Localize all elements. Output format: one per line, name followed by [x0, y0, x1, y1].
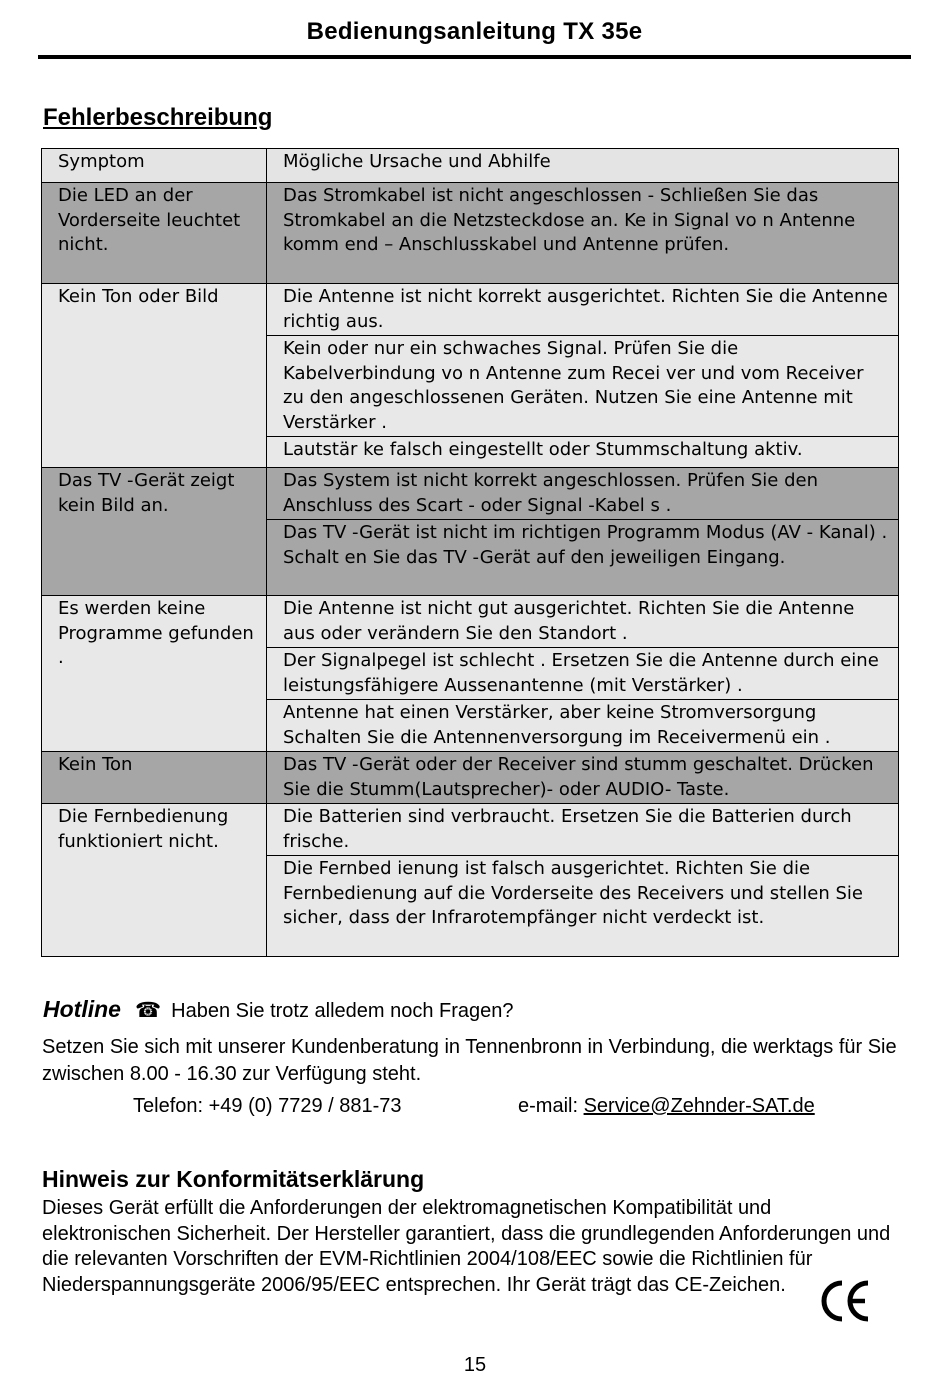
column-header-symptom: Symptom	[42, 149, 267, 183]
cause-cell: Das System ist nicht korrekt angeschlossen. Prüfen Sie den Anschluss des Scart - oder Signal -Kabel s .	[267, 468, 899, 520]
cause-cell: Kein oder nur ein schwaches Signal. Prüfen Sie die Kabelverbindung vo n Antenne zum Recei ver und vom Receiver zu den angeschlossenen Geräten. Nutzen Sie eine Antenne mit Verstärker .	[267, 336, 899, 437]
hotline-line	[43, 996, 514, 1023]
table-row	[42, 804, 899, 856]
cause-cell: Der Signalpegel ist schlecht . Ersetzen Sie die Antenne durch eine leistungsfähigere Aussenantenne (mit Verstärker) .	[267, 648, 899, 700]
hotline-question: Haben Sie trotz alledem noch Fragen?	[171, 1000, 514, 1022]
cause-cell: Die Batterien sind verbraucht. Ersetzen Sie die Batterien durch frische.	[267, 804, 899, 856]
symptom-cell: Es werden keine Programme gefunden .	[42, 596, 267, 752]
section-title: Fehlerbeschreibung	[43, 104, 273, 131]
email-line	[518, 1095, 815, 1118]
cause-cell: Antenne hat einen Verstärker, aber keine Stromversorgung Schalten Sie die Antennenversorgung im Receivermenü ein .	[267, 700, 899, 752]
hotline-text: Setzen Sie sich mit unserer Kundenberatung in Tennenbronn in Verbindung, die werktags für Sie zwischen 8.00 - 16.30 zur Verfügung steht.	[42, 1036, 897, 1085]
cause-cell: Die Fernbed ienung ist falsch ausgerichtet. Richten Sie die Fernbedienung auf die Vorderseite des Receivers und stellen Sie sicher, dass der Infrarotempfänger nicht verdeckt ist.	[267, 856, 899, 957]
cause-cell: Lautstär ke falsch eingestellt oder Stummschaltung aktiv.	[267, 437, 899, 468]
symptom-cell: Das TV -Gerät zeigt kein Bild an.	[42, 468, 267, 596]
column-header-cause: Mögliche Ursache und Abhilfe	[267, 149, 899, 183]
table-row	[42, 596, 899, 648]
cause-cell: Die Antenne ist nicht korrekt ausgerichtet. Richten Sie die Antenne richtig aus.	[267, 284, 899, 336]
table-header-row	[42, 149, 899, 183]
conformity-title: Hinweis zur Konformitätserklärung	[42, 1166, 425, 1192]
symptom-cell: Die LED an der Vorderseite leuchtet nicht.	[42, 183, 267, 284]
cause-cell: Das TV -Gerät oder der Receiver sind stumm geschaltet. Drücken Sie die Stumm(Lautsprecher)- oder AUDIO- Taste.	[267, 752, 899, 804]
page-header-title: Bedienungsanleitung TX 35e	[306, 18, 643, 45]
email-label: e-mail:	[518, 1095, 579, 1117]
conformity-text: Dieses Gerät erfüllt die Anforderungen der elektromagnetischen Kompatibilität und elektronischen Sicherheit. Der Hersteller garantiert, dass die grundlegenden Anforderungen und die relevanten Vorschriften der EVM-Richtlinien 2004/108/EEC sowie die Richtlinien für Niederspannungsgeräte 2006/95/EEC entsprechen. Ihr Gerät trägt das CE-Zeichen.	[42, 1197, 891, 1296]
cause-cell: Die Antenne ist nicht gut ausgerichtet. Richten Sie die Antenne aus oder verändern Sie den Standort .	[267, 596, 899, 648]
symptom-cell: Kein Ton oder Bild	[42, 284, 267, 468]
symptom-cell: Die Fernbedienung funktioniert nicht.	[42, 804, 267, 957]
ce-mark-icon	[818, 1276, 872, 1326]
fault-table	[41, 148, 899, 957]
header-rule	[38, 55, 911, 59]
telephone-icon: ☎	[134, 999, 162, 1022]
email-link[interactable]: Service@Zehnder-SAT.de	[583, 1095, 815, 1117]
table-row	[42, 183, 899, 284]
phone-number: Telefon: +49 (0) 7729 / 881-73	[133, 1095, 402, 1117]
cause-cell: Das TV -Gerät ist nicht im richtigen Programm Modus (AV - Kanal) . Schalt en Sie das TV -Gerät auf den jeweiligen Eingang.	[267, 520, 899, 596]
page-number: 15	[463, 1354, 487, 1376]
symptom-cell: Kein Ton	[42, 752, 267, 804]
table-row	[42, 468, 899, 520]
table-row	[42, 752, 899, 804]
table-row	[42, 284, 899, 336]
cause-cell: Das Stromkabel ist nicht angeschlossen - Schließen Sie das Stromkabel an die Netzsteckdose an. Ke in Signal vo n Antenne komm end – Anschlusskabel und Antenne prüfen.	[267, 183, 899, 284]
hotline-label: Hotline	[43, 996, 121, 1022]
